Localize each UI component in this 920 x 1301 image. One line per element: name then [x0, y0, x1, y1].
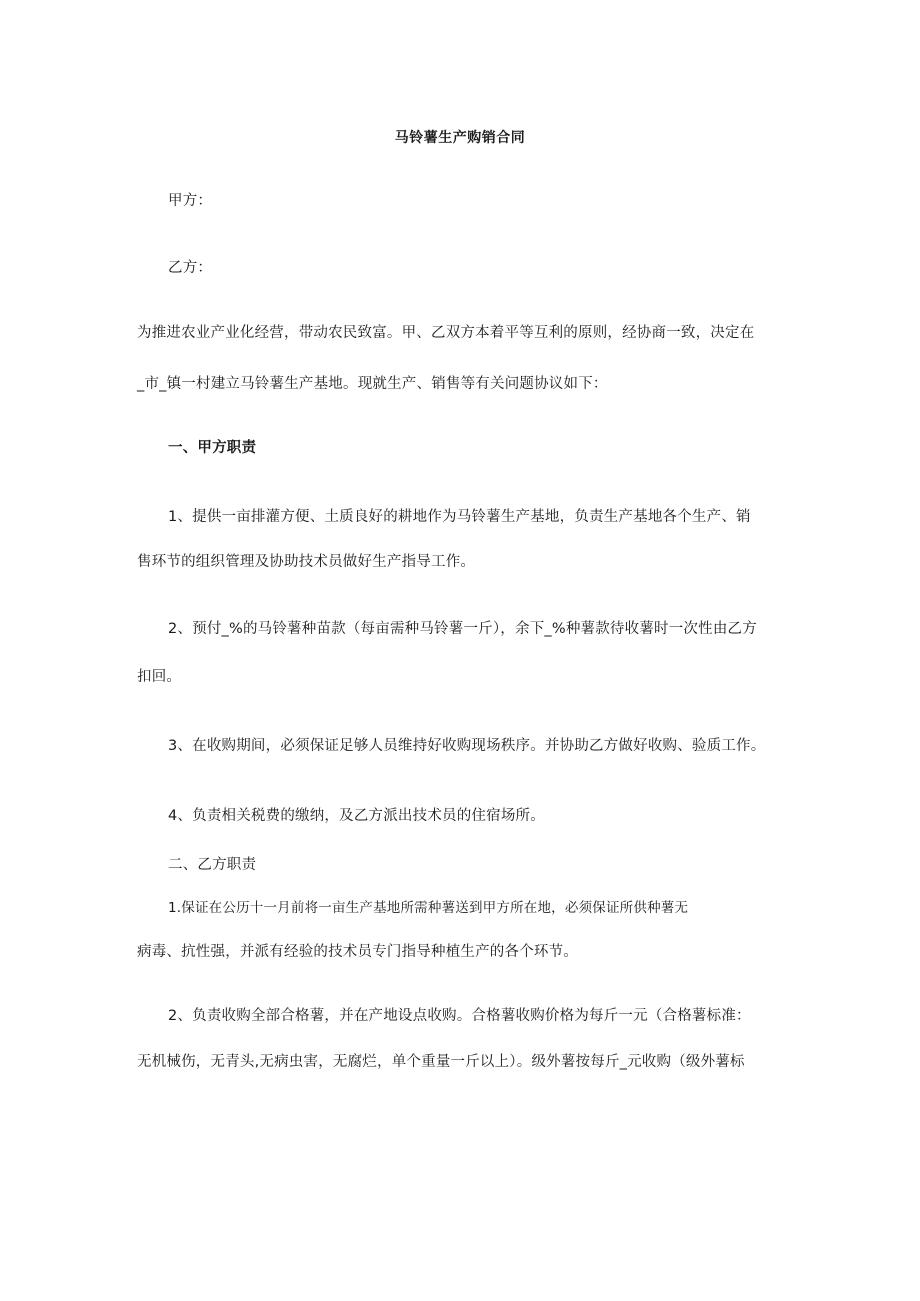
section-a-heading: 一、甲方职责	[168, 440, 257, 456]
section-a-item3: 3、在收购期间，必须保证足够人员维持好收购现场秩序。并协助乙方做好收购、验质工作。	[168, 738, 766, 754]
party-a-label: 甲方：	[168, 193, 213, 209]
party-b-label: 乙方：	[168, 260, 213, 276]
section-b-item1-line2: 病毒、抗性强，并派有经验的技术员专门指导种植生产的各个环节。	[137, 944, 578, 960]
section-a-item2-line2: 扣回。	[137, 669, 182, 685]
section-a-item1-line2: 售环节的组织管理及协助技术员做好生产指导工作。	[137, 554, 476, 570]
section-a-item4: 4、负责相关税费的缴纳，及乙方派出技术员的住宿场所。	[168, 808, 545, 824]
intro-line-1: 为推进农业产业化经营，带动农民致富。甲、乙双方本着平等互利的原则，经协商一致，决定在	[137, 325, 755, 341]
section-a-item1-line1: 1、提供一亩排灌方便、土质良好的耕地作为马铃薯生产基地，负责生产基地各个生产、销	[168, 509, 751, 525]
intro-line-2: _市_镇一村建立马铃薯生产基地。现就生产、销售等有关问题协议如下：	[137, 376, 608, 392]
section-b-item2-line2: 无机械伤，无青头,无病虫害，无腐烂，单个重量一斤以上）。级外薯按每斤_元收购（级外薯标	[137, 1054, 745, 1070]
section-b-item2-line1: 2、负责收购全部合格薯，并在产地设点收购。合格薯收购价格为每斤一元（合格薯标准：	[168, 1008, 751, 1024]
section-b-heading: 二、乙方职责	[168, 857, 257, 873]
document-title: 马铃薯生产购销合同	[394, 130, 526, 146]
section-a-item2-line1: 2、预付_%的马铃薯种苗款（每亩需种马铃薯一斤），余下_%种薯款待收薯时一次性由乙方	[168, 621, 757, 637]
section-b-item1-line1: 1.保证在公历十一月前将一亩生产基地所需种薯送到甲方所在地，必须保证所供种薯无	[168, 900, 689, 916]
